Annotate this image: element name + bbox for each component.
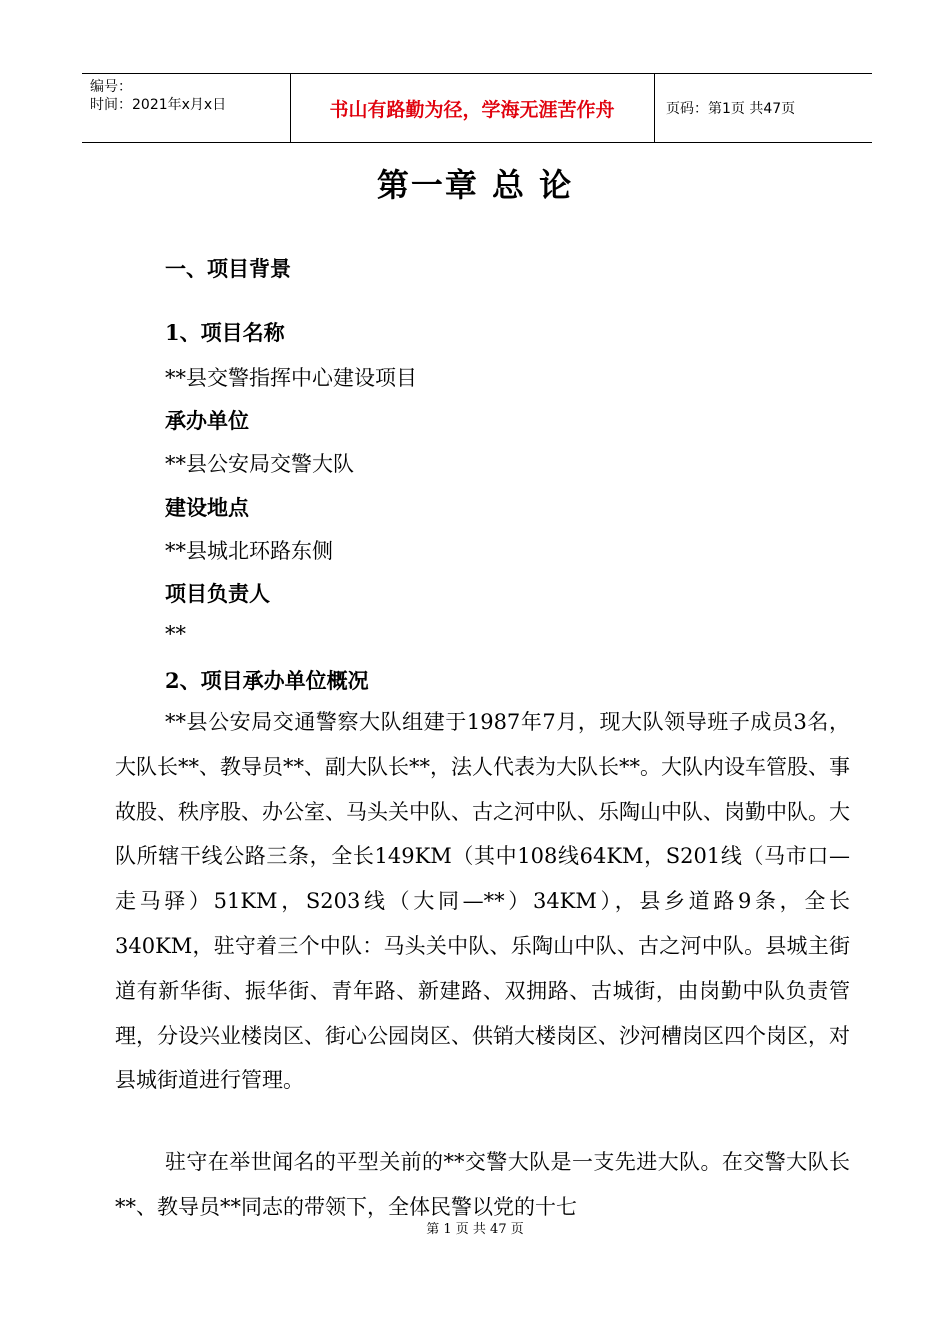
- location-label: 建设地点: [165, 495, 249, 520]
- page-header: [82, 73, 872, 143]
- body-paragraph: 驻守在举世闻名的平型关前的**交警大队是一支先进大队。在交警大队长**、教导员**同志的带领下，全体民警以党的十七: [115, 1150, 850, 1219]
- document-time-label: 时间：2021年x月x日: [90, 97, 227, 113]
- section-heading: 一、项目背景: [165, 256, 291, 281]
- header-page-number: 页码：第1页 共47页: [666, 101, 796, 117]
- page-footer: 第 1 页 共 47 页: [426, 1222, 524, 1237]
- header-meta: [90, 78, 226, 114]
- body-paragraph: **县公安局交通警察大队组建于1987年7月，现大队领导班子成员3名，大队长**、教导员**、副大队长**，法人代表为大队长**。大队内设车管股、事故股、秩序股、办公室、马头关中队、古之河中队、乐陶山中队、岗勤中队。大队所辖干线公路三条，全长149KM（其中108线64KM，S201线（马市口—走马驿）51KM，S203线（大同—**）34KM），县乡道路9条，全长340KM，驻守着三个中队：马头关中队、乐陶山中队、古之河中队。县城主街道有新华街、振华街、青年路、新建路、双拥路、古城街，由岗勤中队负责管理，分设兴业楼岗区、街心公园岗区、供销大楼岗区、沙河槽岗区四个岗区，对县城街道进行管理。: [115, 710, 850, 1093]
- undertaker-label: 承办单位: [165, 408, 249, 433]
- owner-value: **: [165, 622, 186, 646]
- owner-label: 项目负责人: [165, 581, 270, 606]
- header-divider: [654, 74, 655, 142]
- project-name-value: **县交警指挥中心建设项目: [165, 366, 417, 390]
- document-number-label: 编号：: [90, 79, 132, 95]
- subsection-heading: 2、项目承办单位概况: [165, 668, 369, 693]
- location-value: **县城北环路东侧: [165, 539, 333, 563]
- subsection-heading: 1、项目名称: [165, 320, 285, 345]
- header-motto: 书山有路勤为径，学海无涯苦作舟: [329, 98, 615, 121]
- chapter-title: 第一章 总 论: [376, 166, 574, 204]
- undertaker-value: **县公安局交警大队: [165, 452, 354, 476]
